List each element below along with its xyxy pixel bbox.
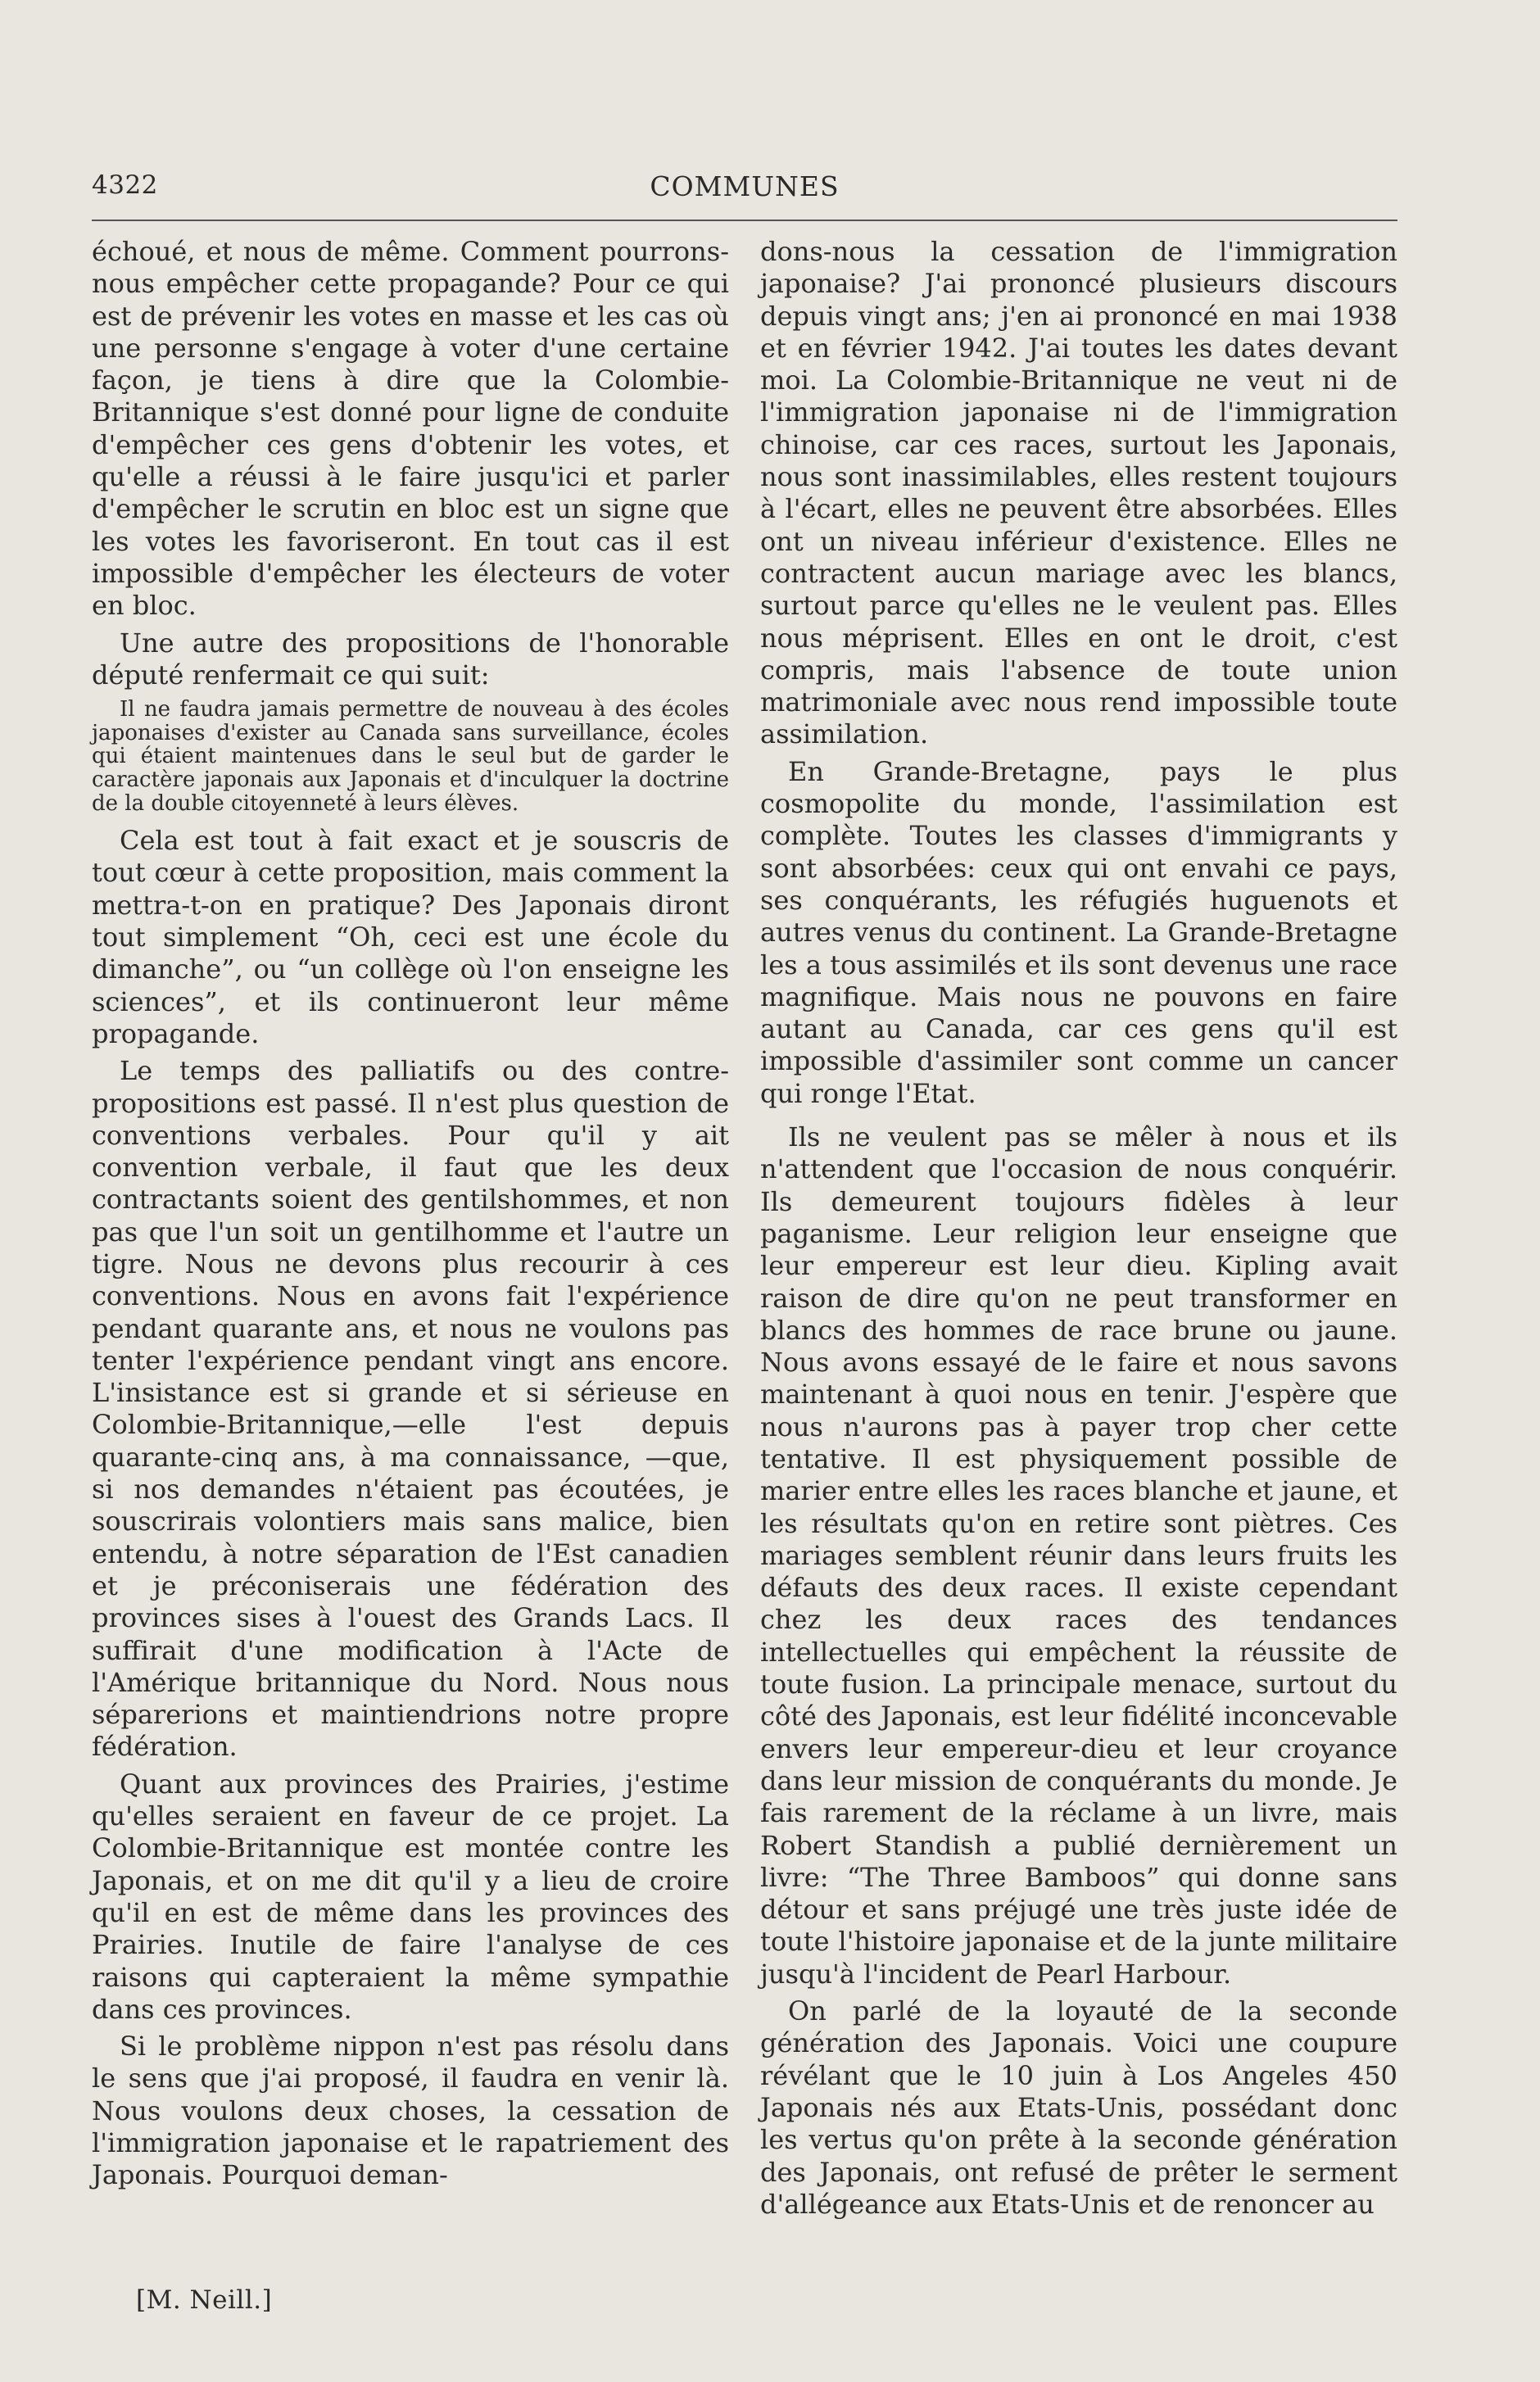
running-head: COMMUNES — [650, 170, 840, 202]
paragraph: Quant aux provinces des Prairies, j'estime qu'elles seraient en faveur de ce projet. La Colombie-Britannique est montée contre les Japonais, et on me dit qu'il y a lieu de croire qu'il en est de même dans les provinces des Prairies. Inutile de faire l'analyse de ces raisons qui capteraient la même sympathie dans ces provinces. — [92, 1768, 729, 2025]
header-rule — [92, 220, 1397, 221]
paragraph: Si le problème nippon n'est pas résolu dans le sens que j'ai proposé, il faudra en venir là. Nous voulons deux choses, la cessation de l'immigration japonaise et le rapatriement des Japonais. Pourquoi deman- — [92, 2031, 729, 2191]
speaker-tag: [M. Neill.] — [136, 2285, 273, 2315]
paragraph: Ils ne veulent pas se mêler à nous et ils n'attendent que l'occasion de nous conquérir. Ils demeurent toujours fidèles à leur paganisme. Leur religion leur enseigne que leur empereur est leur dieu. Kipling avait raison de dire qu'on ne peut transformer en blancs des hommes de race brune ou jaune. Nous avons essayé de le faire et nous savons maintenant à quoi nous en tenir. J'espère que nous n'aurons pas à payer trop cher cette tentative. Il est physiquement possible de marier entre elles les races blanche et jaune, et les résultats qu'on en retire sont piètres. Ces mariages semblent réunir dans leurs fruits les défauts des deux races. Il existe cependant chez les deux races des tendances intellectuelles qui empêchent la réussite de toute fusion. La principale menace, surtout du côté des Japonais, est leur fidélité inconcevable envers leur empereur-dieu et leur croyance dans leur mission de conquérants du monde. Je fais rarement de la réclame à un livre, mais Robert Standish a publié dernièrement un livre: “The Three Bamboos” qui donne sans détour et sans préjugé une très juste idée de toute l'histoire japonaise et de la junte militaire jusqu'à l'incident de Pearl Harbour. — [760, 1121, 1397, 1990]
paragraph: dons-nous la cessation de l'immigration japonaise? J'ai prononcé plusieurs discours depuis vingt ans; j'en ai prononcé en mai 1938 et en février 1942. J'ai toutes les dates devant moi. La Colombie-Britannique ne veut ni de l'immigration japonaise ni de l'immigration chinoise, car ces races, surtout les Japonais, nous sont inassimilables, elles restent toujours à l'écart, elles ne peuvent être absorbées. Elles ont un niveau inférieur d'existence. Elles ne contractent aucun mariage avec les blancs, surtout parce qu'elles ne le veulent pas. Elles nous méprisent. Elles en ont le droit, c'est compris, mais l'absence de toute union matrimoniale avec nous rend impossible toute assimilation. — [760, 236, 1397, 750]
right-column — [760, 236, 1397, 2226]
paragraph: On parlé de la loyauté de la seconde génération des Japonais. Voici une coupure révélant que le 10 juin à Los Angeles 450 Japonais nés aux Etats-Unis, possédant donc les vertus qu'on prête à la seconde génération des Japonais, ont refusé de prêter le serment d'allégeance aux Etats-Unis et de renoncer au — [760, 1995, 1397, 2220]
paragraph: Le temps des palliatifs ou des contre-propositions est passé. Il n'est plus question de conventions verbales. Pour qu'il y ait convention verbale, il faut que les deux contractants soient des gentilshommes, et non pas que l'un soit un gentilhomme et l'autre un tigre. Nous ne devons plus recourir à ces conventions. Nous en avons fait l'expérience pendant quarante ans, et nous ne voulons pas tenter l'expérience pendant vingt ans encore. L'insistance est si grande et si sérieuse en Colombie-Britannique,—elle l'est depuis quarante-cinq ans, à ma connaissance, —que, si nos demandes n'étaient pas écoutées, je souscrirais volontiers mais sans malice, bien entendu, à notre séparation de l'Est canadien et je préconiserais une fédération des provinces sises à l'ouest des Grands Lacs. Il suffirait d'une modification à l'Acte de l'Amérique britannique du Nord. Nous nous séparerions et maintiendrions notre propre fédération. — [92, 1055, 729, 1763]
paragraph: Une autre des propositions de l'honorable député renfermait ce qui suit: — [92, 627, 729, 691]
left-column — [92, 236, 729, 2197]
block-quote: Il ne faudra jamais permettre de nouveau à des écoles japonaises d'exister au Canada sans surveillance, écoles qui étaient maintenues dans le seul but de garder le caractère japonais aux Japonais et d'inculquer la doctrine de la double citoyenneté à leurs élèves. — [92, 697, 729, 816]
paragraph: En Grande-Bretagne, pays le plus cosmopolite du monde, l'assimilation est complète. Toutes les classes d'immigrants y sont absorbées: ceux qui ont envahi ce pays, ses conquérants, les réfugiés huguenots et autres venus du continent. La Grande-Bretagne les a tous assimilés et ils sont devenus une race magnifique. Mais nous ne pouvons en faire autant au Canada, car ces gens qu'il est impossible d'assimiler sont comme un cancer qui ronge l'Etat. — [760, 755, 1397, 1109]
page-header — [92, 170, 1397, 210]
paragraph: échoué, et nous de même. Comment pourrons-nous empêcher cette propagande? Pour ce qui est de prévenir les votes en masse et les cas où une personne s'engage à voter d'une certaine façon, je tiens à dire que la Colombie-Britannique s'est donné pour ligne de conduite d'empêcher ces gens d'obtenir les votes, et qu'elle a réussi à le faire jusqu'ici et parler d'empêcher le scrutin en bloc est un signe que les votes les favoriseront. En tout cas il est impossible d'empêcher les électeurs de voter en bloc. — [92, 236, 729, 622]
paragraph: Cela est tout à fait exact et je souscris de tout cœur à cette proposition, mais comment la mettra-t-on en pratique? Des Japonais diront tout simplement “Oh, ceci est une école du dimanche”, ou “un collège où l'on enseigne les sciences”, et ils continueront leur même propagande. — [92, 825, 729, 1049]
page-number: 4322 — [92, 170, 158, 200]
